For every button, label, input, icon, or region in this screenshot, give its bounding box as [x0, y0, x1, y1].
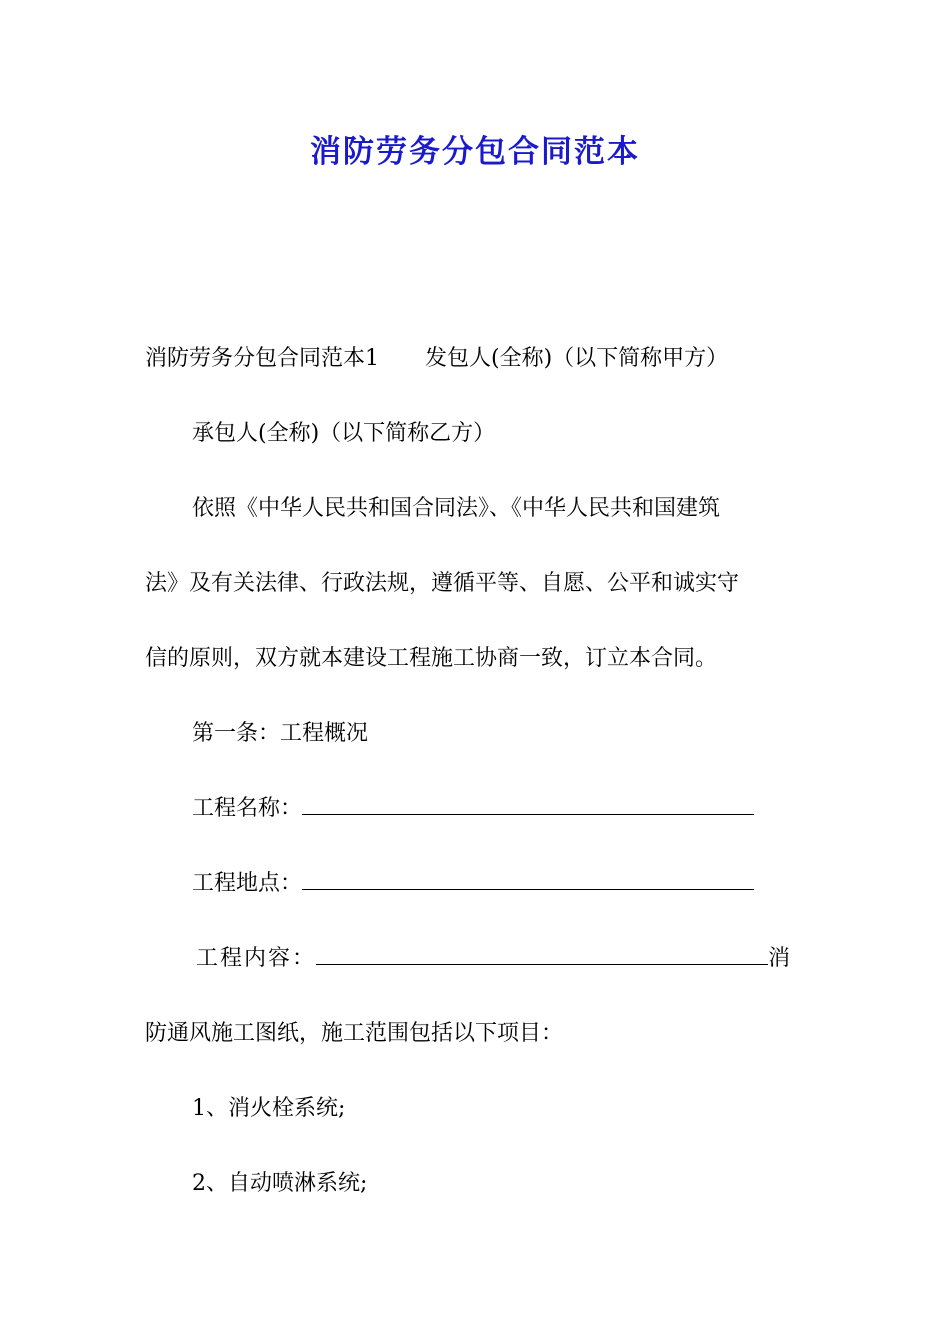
list-item: 2、自动喷淋系统;: [192, 1171, 368, 1196]
project-location-field: [192, 869, 754, 899]
section-heading: 第一条：工程概况: [192, 721, 369, 746]
party-a-text: 发包人(全称)（以下简称甲方）: [425, 346, 729, 371]
paragraph-line-3: 信的原则，双方就本建设工程施工协商一致，订立本合同。: [145, 646, 718, 671]
project-name-blank[interactable]: [302, 796, 754, 815]
project-location-label: 工程地点：: [192, 871, 303, 896]
list-item: 1、消火栓系统;: [192, 1096, 346, 1121]
party-a-line: [145, 344, 728, 374]
paragraph-line-2: 法》及有关法律、行政法规，遵循平等、自愿、公平和诚实守: [145, 571, 740, 596]
project-content-tail: 消: [768, 946, 793, 971]
project-name-field: [192, 794, 754, 824]
project-name-label: 工程名称：: [192, 796, 303, 821]
scope-line: 防通风施工图纸，施工范围包括以下项目：: [145, 1021, 564, 1046]
project-content-blank[interactable]: [316, 946, 768, 965]
party-b-line: 承包人(全称)（以下简称乙方）: [192, 421, 496, 446]
paragraph-line-1: 依照《中华人民共和国合同法》、《中华人民共和国建筑: [192, 496, 721, 521]
project-content-label: 工程内容：: [196, 946, 317, 971]
project-content-field: [196, 944, 792, 974]
contract-subtitle: 消防劳务分包合同范本1: [145, 346, 379, 371]
project-location-blank[interactable]: [302, 871, 754, 890]
document-title: 消防劳务分包合同范本: [310, 134, 640, 170]
